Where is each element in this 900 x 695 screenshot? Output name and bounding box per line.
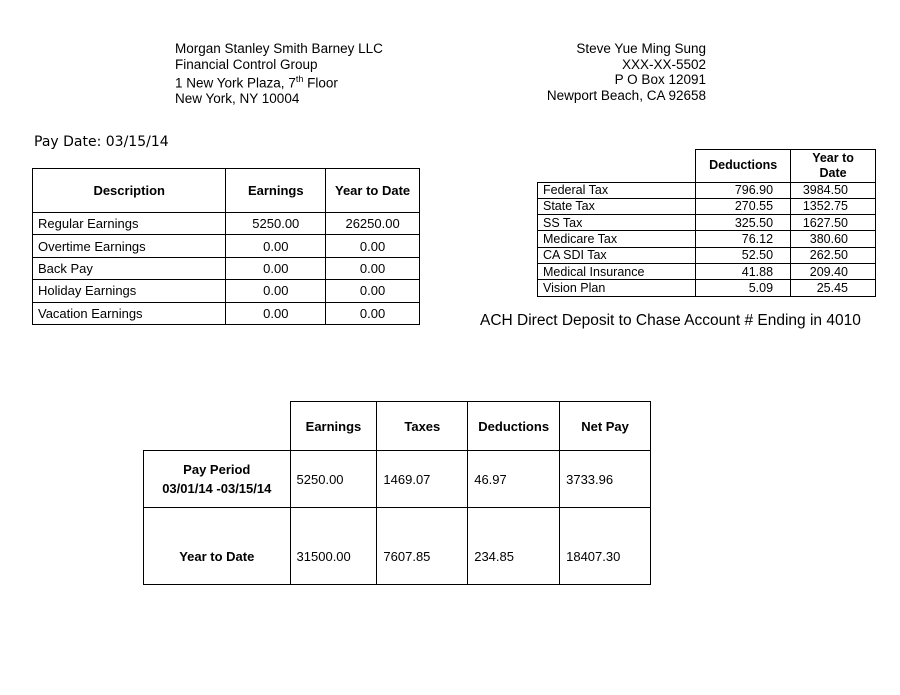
employer-street-sup: th <box>295 74 304 85</box>
table-row <box>144 508 651 585</box>
earnings-current: 5250.00 <box>226 213 326 235</box>
table-row <box>538 182 876 198</box>
table-row <box>538 280 876 296</box>
earnings-col-earnings: Earnings <box>226 169 326 213</box>
deductions-col-current: Deductions <box>696 150 791 183</box>
table-row <box>33 280 420 302</box>
pay-summary-table <box>143 401 651 585</box>
summary-ytd-label: Year to Date <box>144 508 291 585</box>
table-row <box>538 263 876 279</box>
deduction-current: 325.50 <box>696 215 791 231</box>
table-row <box>538 231 876 247</box>
earnings-ytd: 0.00 <box>326 235 420 257</box>
table-row <box>33 213 420 235</box>
summary-col-deductions: Deductions <box>468 402 560 451</box>
employer-name: Morgan Stanley Smith Barney LLC <box>175 41 383 56</box>
deduction-current: 270.55 <box>696 198 791 214</box>
deduction-description: SS Tax <box>538 215 696 231</box>
earnings-description: Holiday Earnings <box>33 280 226 302</box>
employer-street-suffix: Floor <box>303 75 338 91</box>
pay-date: Pay Date: 03/15/14 <box>34 134 169 150</box>
table-row <box>144 451 651 508</box>
employee-name: Steve Yue Ming Sung <box>576 41 706 56</box>
employer-street <box>175 72 383 91</box>
summary-period-deductions: 46.97 <box>468 451 560 508</box>
deduction-description: Vision Plan <box>538 280 696 296</box>
summary-ytd-earnings: 31500.00 <box>290 508 377 585</box>
deduction-ytd: 1352.75 <box>791 198 876 214</box>
table-row <box>33 235 420 257</box>
employer-address <box>175 41 383 107</box>
earnings-current: 0.00 <box>226 280 326 302</box>
earnings-ytd: 26250.00 <box>326 213 420 235</box>
deduction-description: Federal Tax <box>538 182 696 198</box>
pay-period-title: Pay Period <box>183 462 251 477</box>
table-row <box>33 257 420 279</box>
ach-deposit-note: ACH Direct Deposit to Chase Account # Ending in 4010 <box>480 312 861 329</box>
table-row <box>538 215 876 231</box>
employer-city: New York, NY 10004 <box>175 91 300 107</box>
summary-header-row <box>144 402 651 451</box>
employee-ssn: XXX-XX-5502 <box>621 56 706 72</box>
earnings-col-description: Description <box>33 169 226 213</box>
earnings-current: 0.00 <box>226 235 326 257</box>
earnings-description: Regular Earnings <box>33 213 226 235</box>
deduction-ytd: 1627.50 <box>791 215 876 231</box>
deduction-description: Medical Insurance <box>538 263 696 279</box>
deductions-col-ytd-label: Year to Date <box>812 150 854 180</box>
summary-col-earnings: Earnings <box>290 402 377 451</box>
summary-period-taxes: 1469.07 <box>377 451 468 508</box>
summary-period-net-pay: 3733.96 <box>560 451 651 508</box>
earnings-ytd: 0.00 <box>326 257 420 279</box>
deduction-ytd: 3984.50 <box>791 182 876 198</box>
summary-corner <box>144 402 291 451</box>
summary-ytd-taxes: 7607.85 <box>377 508 468 585</box>
summary-ytd-deductions: 234.85 <box>468 508 560 585</box>
employee-city: Newport Beach, CA 92658 <box>546 87 706 103</box>
deduction-description: CA SDI Tax <box>538 247 696 263</box>
employee-pobox: P O Box 12091 <box>614 72 706 88</box>
deduction-description: State Tax <box>538 198 696 214</box>
earnings-current: 0.00 <box>226 302 326 324</box>
table-row <box>538 247 876 263</box>
deductions-corner <box>538 150 696 183</box>
deduction-ytd: 262.50 <box>791 247 876 263</box>
earnings-ytd: 0.00 <box>326 280 420 302</box>
employee-address <box>520 41 706 103</box>
deduction-ytd: 209.40 <box>791 263 876 279</box>
earnings-table <box>32 168 420 325</box>
deductions-table <box>537 149 876 297</box>
earnings-ytd: 0.00 <box>326 302 420 324</box>
deduction-current: 5.09 <box>696 280 791 296</box>
earnings-description: Overtime Earnings <box>33 235 226 257</box>
pay-period-dates: 03/01/14 -03/15/14 <box>162 481 272 496</box>
employer-street-text: 1 New York Plaza, 7 <box>175 75 296 91</box>
summary-pay-period-label <box>144 451 291 508</box>
deduction-ytd: 380.60 <box>791 231 876 247</box>
deduction-current: 796.90 <box>696 182 791 198</box>
deduction-current: 76.12 <box>696 231 791 247</box>
deductions-col-ytd <box>791 150 876 183</box>
table-row <box>33 302 420 324</box>
summary-period-earnings: 5250.00 <box>290 451 377 508</box>
earnings-description: Vacation Earnings <box>33 302 226 324</box>
earnings-current: 0.00 <box>226 257 326 279</box>
summary-col-taxes: Taxes <box>377 402 468 451</box>
deduction-current: 52.50 <box>696 247 791 263</box>
earnings-header-row <box>33 169 420 213</box>
earnings-description: Back Pay <box>33 257 226 279</box>
deduction-description: Medicare Tax <box>538 231 696 247</box>
deduction-current: 41.88 <box>696 263 791 279</box>
table-row <box>538 198 876 214</box>
earnings-col-ytd: Year to Date <box>326 169 420 213</box>
summary-ytd-net-pay: 18407.30 <box>560 508 651 585</box>
summary-col-net-pay: Net Pay <box>560 402 651 451</box>
deduction-ytd: 25.45 <box>791 280 876 296</box>
deductions-header-row <box>538 150 876 183</box>
employer-dept: Financial Control Group <box>175 56 318 72</box>
